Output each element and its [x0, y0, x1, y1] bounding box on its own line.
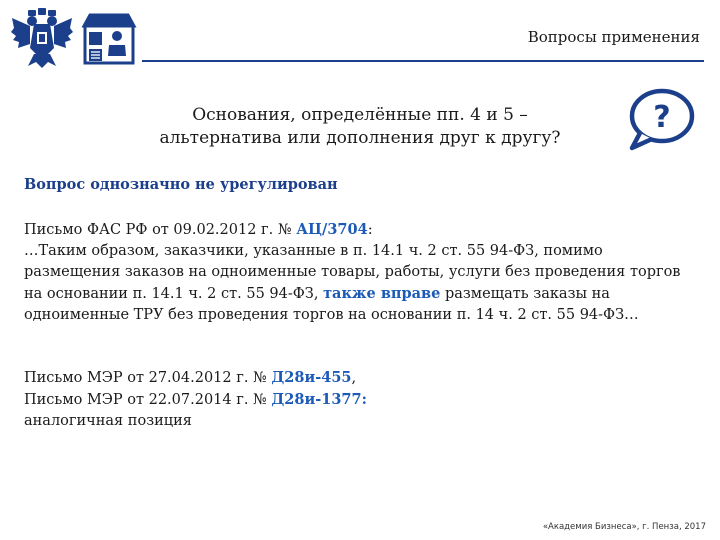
fas-quote-start: …Таким образом, заказчики, указанные в п. 14.1 ч. 2 ст. 55 94-ФЗ, помимо размещения заказов на одноименные товары, работы, услуги без проведения торгов на основании п. 14.1 ч. 2 ст. 55 94-ФЗ,: [24, 243, 681, 302]
question-title-line-1: Основания, определённые пп. 4 и 5 –: [192, 105, 528, 125]
mer-letter-1-prefix: Письмо МЭР от 27.04.2012 г. №: [24, 370, 272, 386]
fas-letter-number: АЦ/3704: [296, 221, 368, 238]
fas-letter-reference: [24, 219, 700, 241]
question-mark-glyph: ?: [653, 100, 671, 135]
fas-letter-prefix: Письмо ФАС РФ от 09.02.2012 г. №: [24, 222, 297, 238]
coat-of-arms-icon: [10, 8, 74, 70]
question-title: [120, 104, 600, 150]
fas-letter-paragraph: [24, 219, 700, 326]
mer-letter-1-number: Д28и-455: [271, 369, 352, 386]
mer-letter-1-suffix: ,: [351, 370, 357, 386]
mer-letters-conclusion: аналогичная позиция: [24, 413, 192, 429]
kiosk-shop-icon: [80, 12, 138, 66]
mer-letters-paragraph: [24, 367, 700, 432]
header-divider: [142, 60, 704, 62]
question-title-line-2: альтернатива или дополнения друг к другу?: [159, 128, 561, 148]
fas-quote-end: размещать заказы на одноименные ТРУ без проведения торгов на основании п. 14 ч. 2 ст. 55 94-ФЗ…: [24, 286, 639, 323]
slide-header-title: Вопросы применения: [527, 28, 700, 46]
fas-quote-emphasis: также вправе: [323, 285, 441, 302]
mer-letter-2-prefix: Письмо МЭР от 22.07.2014 г. №: [24, 392, 272, 408]
mer-letter-2-number: Д28и-1377:: [271, 391, 367, 408]
footer-credit: «Академия Бизнеса», г. Пенза, 2017: [542, 522, 706, 532]
fas-letter-quote: [24, 241, 700, 326]
mer-letter-1: [24, 367, 700, 389]
question-bubble-icon: [626, 86, 696, 152]
fas-letter-colon: :: [367, 222, 373, 238]
answer-heading: Вопрос однозначно не урегулирован: [24, 176, 338, 193]
mer-letter-2: [24, 389, 700, 411]
